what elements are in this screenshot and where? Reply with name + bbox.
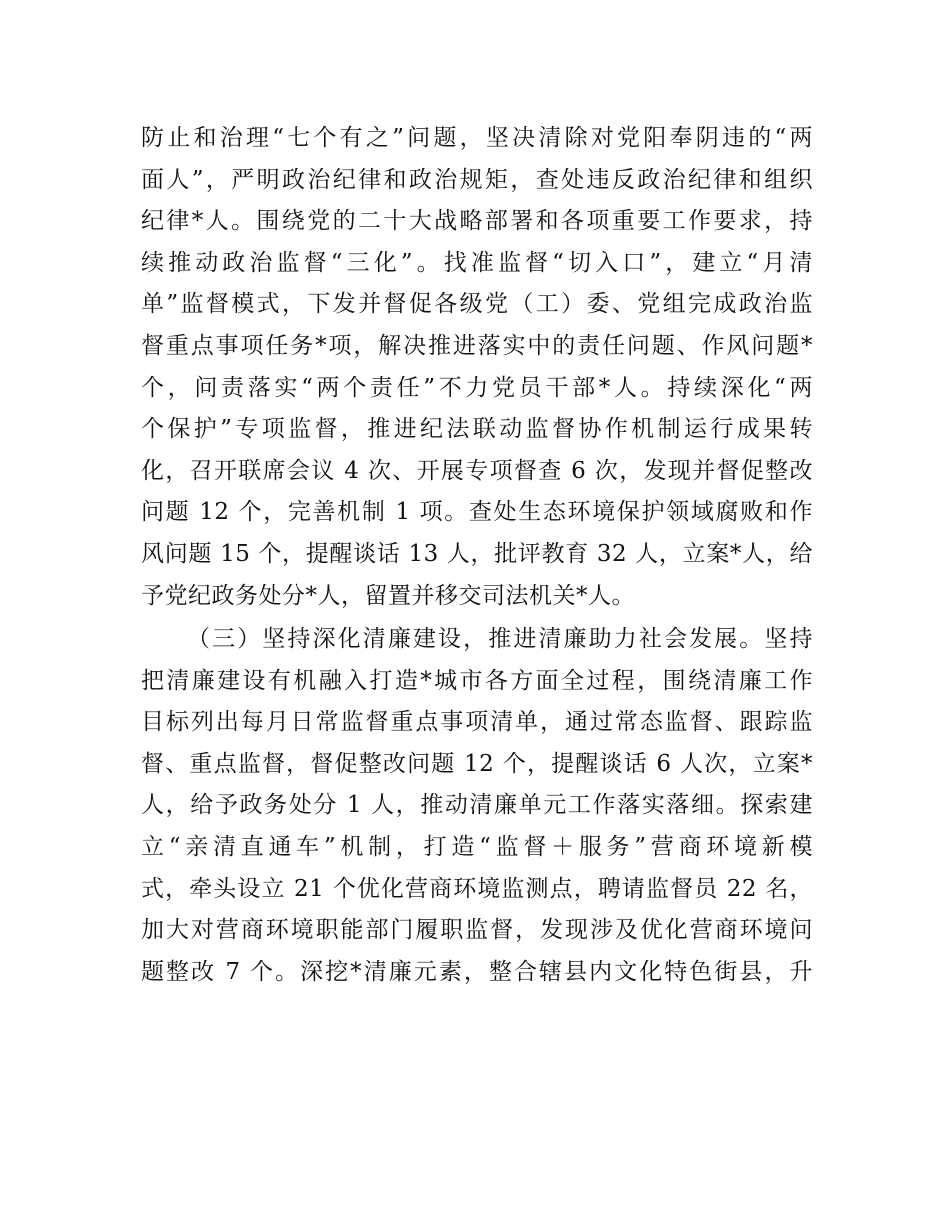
text-line: 题整改 7 个。深挖*清廉元素，整合辖县内文化特色街县，升 [141,958,813,985]
text-line: 加大对营商环境职能部门履职监督，发现涉及优化营商环境问 [141,917,813,944]
text-line: 个保护”专项监督，推进纪法联动监督协作机制运行成果转 [141,416,813,443]
text-line: 式，牵头设立 21 个优化营商环境监测点，聘请监督员 22 名， [141,875,813,902]
text-line: 面人”，严明政治纪律和政治规矩，查处违反政治纪律和组织 [141,166,813,193]
text-line: 问题 12 个，完善机制 1 项。查处生态环境保护领域腐败和作 [141,499,813,526]
text-line: 个，问责落实“两个责任”不力党员干部*人。持续深化“两 [141,374,813,401]
text-line: 化，召开联席会议 4 次、开展专项督查 6 次，发现并督促整改 [141,457,813,484]
text-line: 把清廉建设有机融入打造*城市各方面全过程，围绕清廉工作 [141,667,813,694]
text-line: 督、重点监督，督促整改问题 12 个，提醒谈话 6 人次，立案* [141,750,813,777]
text-line: 目标列出每月日常监督重点事项清单，通过常态监督、跟踪监 [141,709,813,736]
text-line: 立“亲清直通车”机制，打造“监督＋服务”营商环境新模 [141,834,813,860]
text-line: 单”监督模式，下发并督促各级党（工）委、党组完成政治监 [141,291,813,318]
text-line: （三）坚持深化清廉建设，推进清廉助力社会发展。坚持 [187,626,813,652]
text-line: 续推动政治监督“三化”。找准监督“切入口”，建立“月清 [141,249,813,276]
text-line: 予党纪政务处分*人，留置并移交司法机关*人。 [141,582,635,609]
text-line: 人，给予政务处分 1 人，推动清廉单元工作落实落细。探索建 [141,792,813,819]
text-line: 风问题 15 个，提醒谈话 13 人，批评教育 32 人，立案*人，给 [141,541,813,567]
text-line: 纪律*人。围绕党的二十大战略部署和各项重要工作要求，持 [141,208,813,235]
text-line: 督重点事项任务*项，解决推进落实中的责任问题、作风问题* [141,333,813,359]
text-line: 防止和治理“七个有之”问题，坚决清除对党阳奉阴违的“两 [141,125,813,151]
